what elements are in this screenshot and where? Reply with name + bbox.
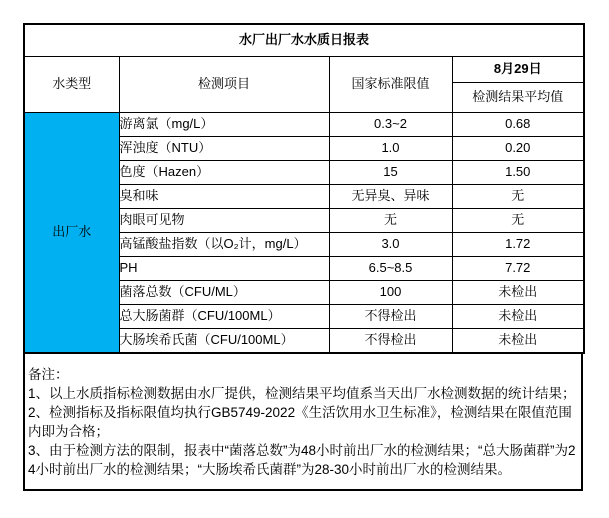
title-row (24, 24, 584, 57)
item-cell: 菌落总数（CFU/ML） (119, 281, 329, 305)
notes-label: 备注： (28, 367, 69, 382)
result-cell: 0.20 (452, 137, 584, 161)
header-row (24, 57, 584, 83)
col-header-item: 检测项目 (119, 57, 329, 113)
result-cell: 1.50 (452, 161, 584, 185)
result-cell: 未检出 (452, 305, 584, 329)
standard-cell: 3.0 (329, 233, 452, 257)
item-cell: 游离氯（mg/L） (119, 113, 329, 137)
item-cell: 臭和味 (119, 185, 329, 209)
date-header: 8月29日 (452, 57, 584, 83)
standard-cell: 无 (329, 209, 452, 233)
item-cell: PH (119, 257, 329, 281)
note-line-2: 2、检测指标及指标限值均执行GB5749-2022《生活饮用水卫生标准》，检测结果在限值范围内即为合格； (28, 405, 572, 439)
standard-cell: 不得检出 (329, 329, 452, 354)
item-cell: 肉眼可见物 (119, 209, 329, 233)
standard-cell: 无异臭、异味 (329, 185, 452, 209)
water-quality-table (23, 23, 585, 354)
col-header-water-type: 水类型 (24, 57, 119, 113)
standard-cell: 1.0 (329, 137, 452, 161)
water-type-cell: 出厂水 (24, 113, 119, 354)
col-header-result: 检测结果平均值 (452, 83, 584, 113)
standard-cell: 100 (329, 281, 452, 305)
result-cell: 未检出 (452, 281, 584, 305)
result-cell: 未检出 (452, 329, 584, 354)
note-line-3: 3、由于检测方法的限制，报表中“菌落总数”为48小时前出厂水的检测结果；“总大肠菌群”为24小时前出厂水的检测结果；“大肠埃希氏菌群”为28-30小时前出厂水的检测结果。 (28, 443, 576, 477)
item-cell: 大肠埃希氏菌（CFU/100ML） (119, 329, 329, 354)
notes-section (23, 354, 583, 491)
item-cell: 高锰酸盐指数（以O₂计，mg/L） (119, 233, 329, 257)
note-line-1: 1、以上水质指标检测数据由水厂提供，检测结果平均值系当天出厂水检测数据的统计结果； (28, 386, 576, 401)
item-cell: 色度（Hazen） (119, 161, 329, 185)
col-header-standard: 国家标准限值 (329, 57, 452, 113)
table-row (24, 113, 584, 137)
standard-cell: 6.5~8.5 (329, 257, 452, 281)
standard-cell: 0.3~2 (329, 113, 452, 137)
result-cell: 0.68 (452, 113, 584, 137)
result-cell: 7.72 (452, 257, 584, 281)
page-title: 水厂出厂水水质日报表 (24, 24, 584, 57)
standard-cell: 不得检出 (329, 305, 452, 329)
result-cell: 无 (452, 209, 584, 233)
result-cell: 无 (452, 185, 584, 209)
item-cell: 总大肠菌群（CFU/100ML） (119, 305, 329, 329)
result-cell: 1.72 (452, 233, 584, 257)
item-cell: 浑浊度（NTU） (119, 137, 329, 161)
report-document (23, 23, 583, 491)
standard-cell: 15 (329, 161, 452, 185)
